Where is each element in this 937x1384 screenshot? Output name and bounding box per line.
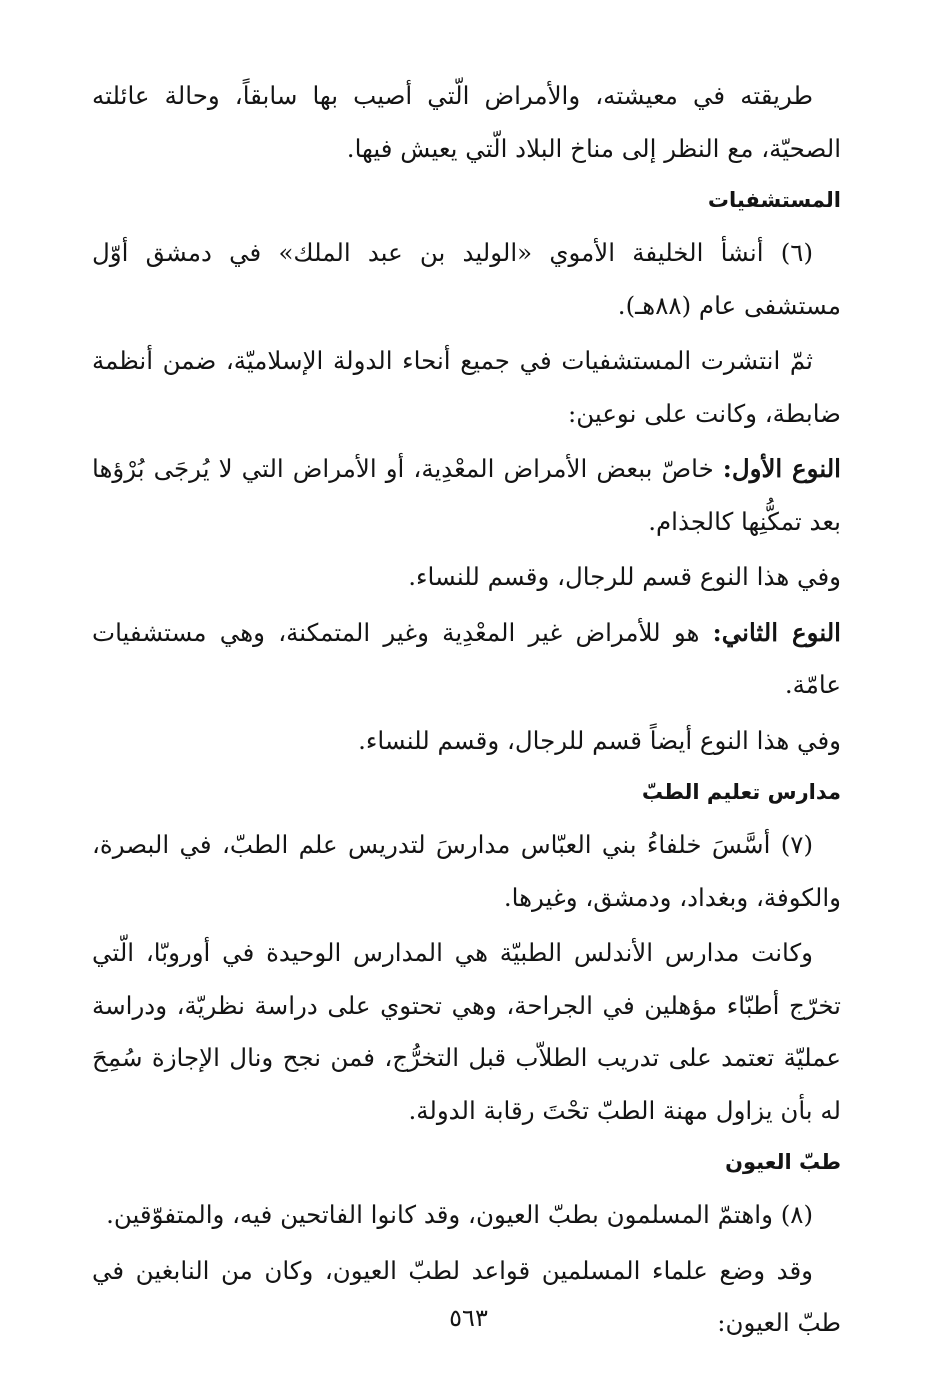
paragraph-schools-founding: (٧) أسَّسَ خلفاءُ بني العبّاس مدارسَ لتدريس علم الطبّ، في البصرة، والكوفة، وبغداد، ودمشق، وغيرها. (92, 830, 841, 912)
term-type-one: النوع الأول: (722, 454, 841, 483)
paragraph-type-one-sections: وفي هذا النوع قسم للرجال، وقسم للنساء. (408, 562, 841, 591)
paragraph-hospital-types: ثمّ انتشرت المستشفيات في جميع أنحاء الدولة الإسلاميّة، ضمن أنظمة ضابطة، وكانت على نوعين: (92, 346, 841, 428)
type-one-text: خاصّ ببعض الأمراض المعْدِية، أو الأمراض التي لا يُرجَى بُرْؤها بعد تمكُّنِها كالجذام. (92, 454, 841, 536)
term-type-two: النوع الثاني: (712, 617, 841, 647)
section-heading-hospitals: المستشفيات (707, 188, 841, 212)
paragraph-type-two (92, 607, 841, 712)
page-body (92, 70, 841, 1350)
section-heading-medical-schools: مدارس تعليم الطبّ (641, 780, 841, 804)
paragraph-continuation: طريقته في معيشته، والأمراض الّتي أصيب بها سابقاً، وحالة عائلته الصحيّة، مع النظر إلى مناخ البلاد الّتي يعيش فيها. (92, 81, 841, 163)
paragraph-ophthalmology-rules: وقد وضع علماء المسلمين قواعد لطبّ العيون، وكان من النابغين في طبّ العيون: (92, 1255, 841, 1337)
section-heading-ophthalmology: طبّ العيون (725, 1150, 841, 1174)
paragraph-type-one (92, 443, 841, 548)
paragraph-ophthalmology-interest: (٨) واهتمّ المسلمون بطبّ العيون، وقد كانوا الفاتحين فيه، والمتفوّقين. (106, 1200, 813, 1229)
page-number: ٥٦٣ (449, 1304, 488, 1332)
paragraph-hospital-founding: (٦) أنشأ الخليفة الأموي «الوليد بن عبد الملك» في دمشق أوّل مستشفى عام (٨٨هـ). (92, 238, 841, 320)
paragraph-type-two-sections: وفي هذا النوع أيضاً قسم للرجال، وقسم للنساء. (358, 725, 841, 755)
paragraph-andalus-schools: وكانت مدارس الأندلس الطبيّة هي المدارس الوحيدة في أوروبّا، الّتي تخرّج أطبّاء مؤهلين في الجراحة، وهي تحتوي على دراسة نظريّة، ودراسة عمليّة تعتمد على تدريب الطلاّب قبل التخرُّج، فمن نجح ونال الإجازة سُمِحَ له بأن يزاول مهنة الطبّ تحْتَ رقابة الدولة. (92, 938, 841, 1125)
type-two-text: هو للأمراض غير المعْدِية وغير المتمكنة، وهي مستشفيات عامّة. (92, 617, 841, 699)
